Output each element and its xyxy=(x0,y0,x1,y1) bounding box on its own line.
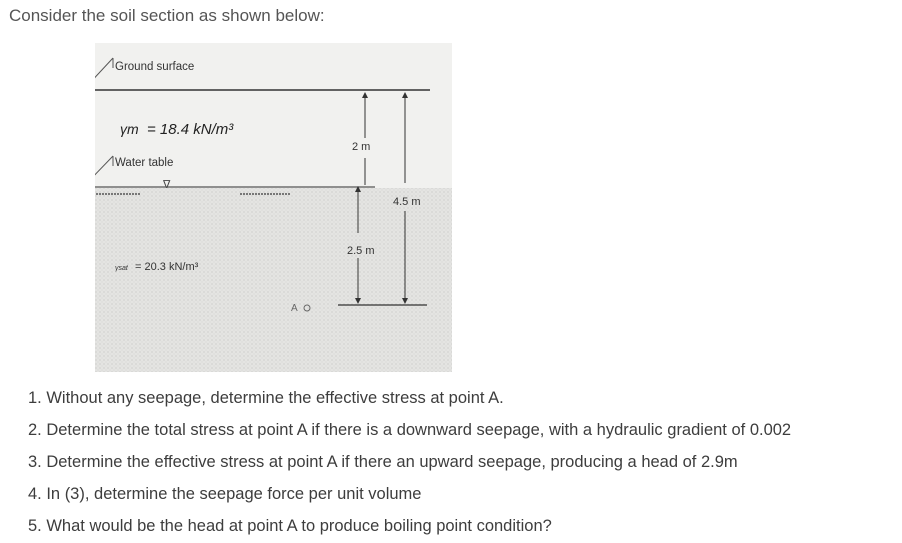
gamma-sat-symbol: γsat xyxy=(115,265,128,272)
gamma-m-value: = 18.4 kN/m³ xyxy=(147,121,234,138)
question-item: 5. What would be the head at point A to produce boiling point condition? xyxy=(28,517,552,535)
question-item: 1. Without any seepage, determine the effective stress at point A. xyxy=(28,389,504,407)
soil-section-figure xyxy=(95,43,452,372)
question-item: 2. Determine the total stress at point A if there is a downward seepage, with a hydraulic gradient of 0.002 xyxy=(28,421,792,439)
water-table-symbol: ∇ xyxy=(163,179,171,191)
dim-2m-label: 2 m xyxy=(352,141,371,153)
point-a-label: A xyxy=(291,303,298,314)
ground-surface-label: Ground surface xyxy=(115,61,195,73)
gamma-sat-value: = 20.3 kN/m³ xyxy=(135,261,199,273)
question-item: 4. In (3), determine the seepage force per unit volume xyxy=(28,485,422,503)
dim-2-5m-label: 2.5 m xyxy=(347,245,375,257)
question-item: 3. Determine the effective stress at point A if there an upward seepage, producing a head of 2.9m xyxy=(28,453,738,471)
gamma-m-symbol: γm xyxy=(120,121,139,137)
dim-4-5m-label: 4.5 m xyxy=(393,196,421,208)
saturated-soil-zone xyxy=(95,188,452,372)
water-table-label: Water table xyxy=(115,157,174,169)
intro-text: Consider the soil section as shown below: xyxy=(9,6,325,25)
question-list xyxy=(28,382,791,542)
